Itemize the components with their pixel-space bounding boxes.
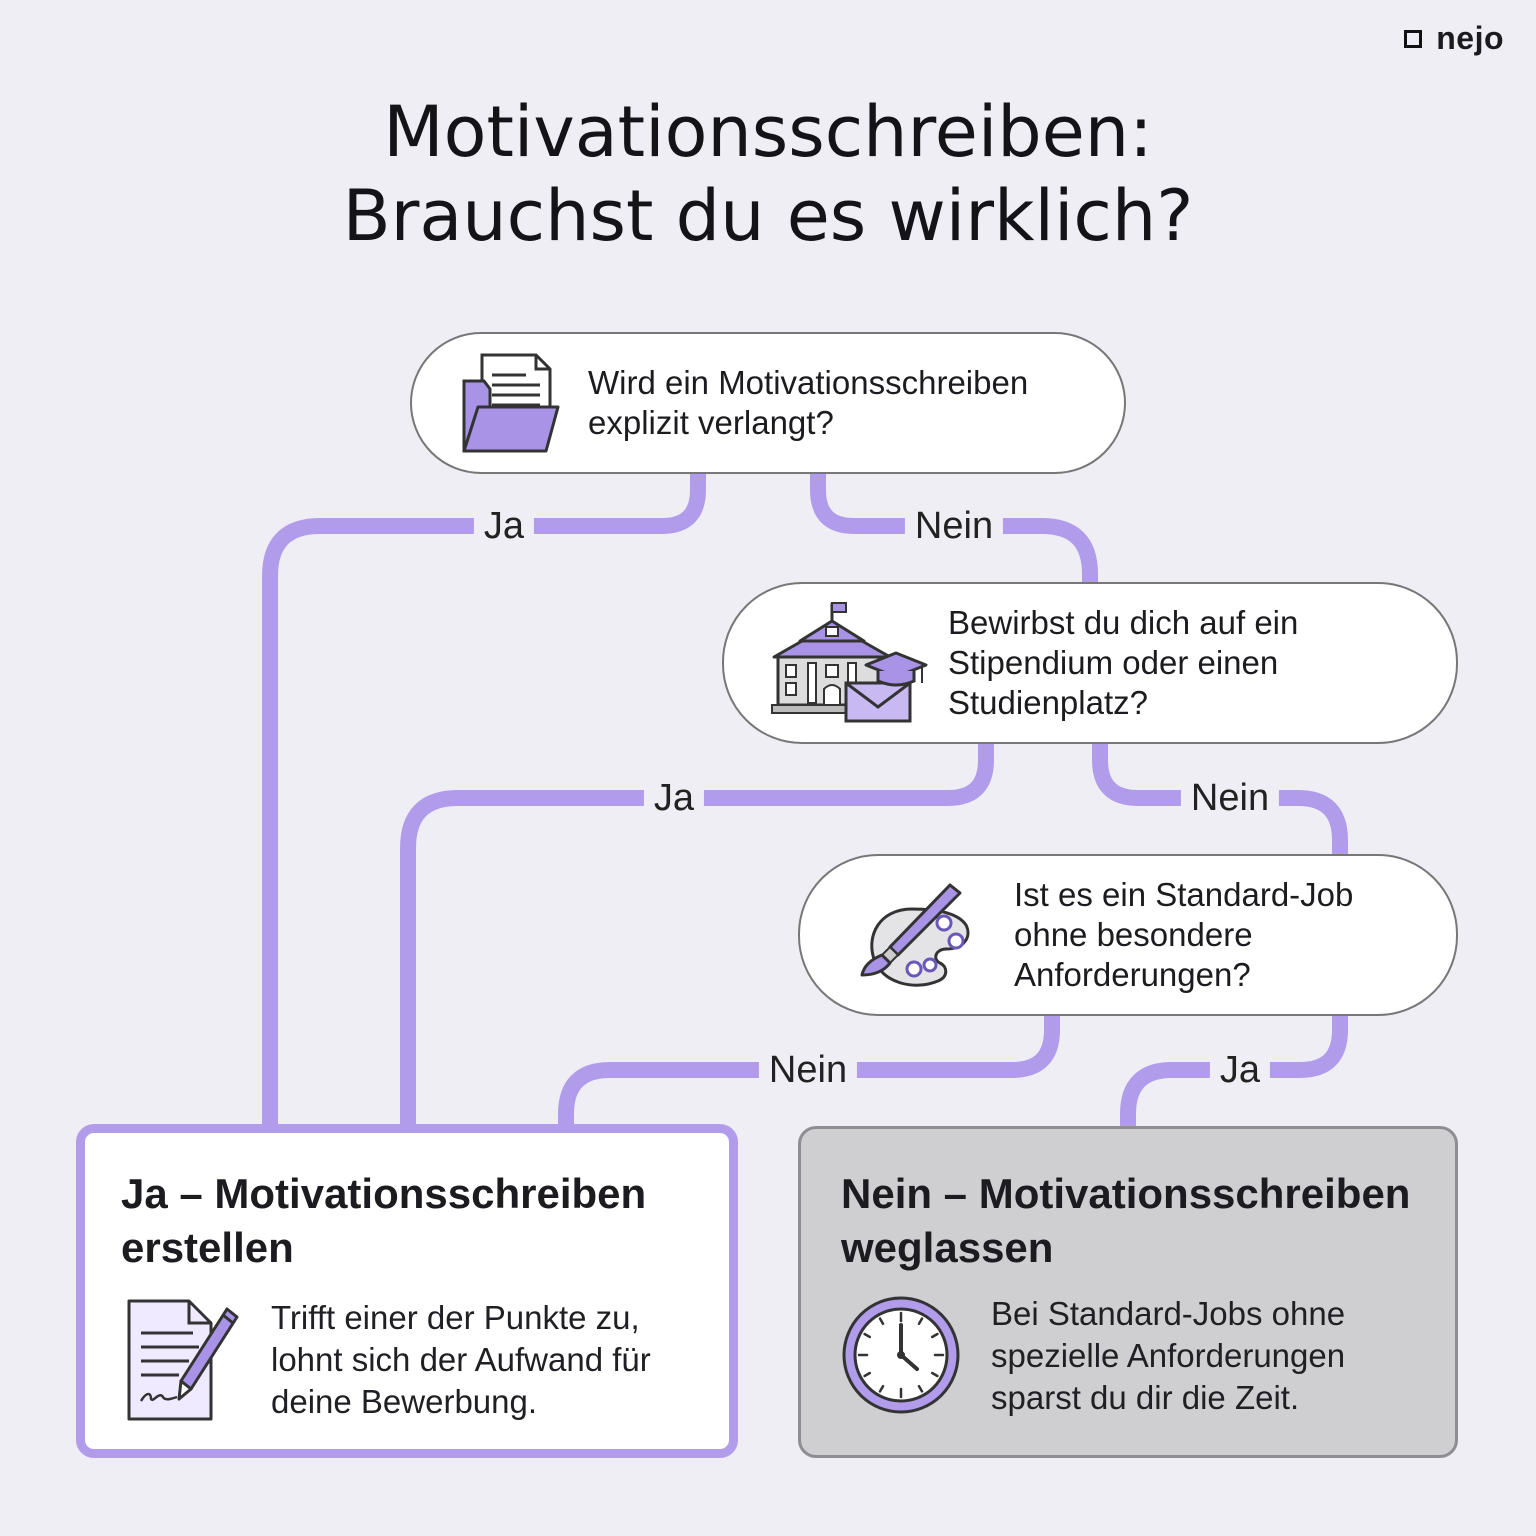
outcome-no-title: [841, 1167, 1410, 1275]
signed-document-pen-icon: [119, 1295, 243, 1423]
title-line-2: Brauchst du es wirklich?: [342, 175, 1194, 257]
paint-palette-brush-icon: [852, 879, 972, 991]
clock-icon: [839, 1293, 963, 1417]
brand-name: nejo: [1436, 20, 1504, 56]
decision-3-line-2: ohne besondere: [1014, 916, 1253, 953]
title-line-1: Motivationsschreiben:: [383, 91, 1153, 173]
outcome-no-text-line-3: sparst du dir die Zeit.: [991, 1379, 1300, 1416]
decision-2-line-2: Stipendium oder einen: [948, 644, 1279, 681]
document-folder-icon: [460, 351, 560, 455]
decision-3-line-1: Ist es ein Standard-Job: [1014, 876, 1354, 913]
outcome-no-title-line-2: weglassen: [841, 1224, 1054, 1271]
edge-label-d2-no: Nein: [1181, 778, 1279, 818]
outcome-no-title-line-1: Nein – Motivationsschreiben: [841, 1170, 1411, 1217]
decision-standard-job: [798, 854, 1458, 1016]
decision-2-line-3: Studienplatz?: [948, 684, 1148, 721]
outcome-no: [798, 1126, 1458, 1458]
outcome-no-text: [991, 1293, 1345, 1419]
outcome-yes-text-line-1: Trifft einer der Punkte zu,: [271, 1299, 640, 1336]
outcome-yes-title: [121, 1167, 646, 1275]
outcome-yes-text: [271, 1297, 651, 1423]
outcome-yes-title-line-2: erstellen: [121, 1224, 294, 1271]
decision-scholarship-or-study: [722, 582, 1458, 744]
decision-3-line-3: Anforderungen?: [1014, 956, 1251, 993]
edge-label-d1-yes: Ja: [474, 506, 534, 546]
decision-1-line-1: Wird ein Motivationsschreiben: [588, 364, 1029, 401]
decision-1-line-2: explizit verlangt?: [588, 404, 834, 441]
decision-3-question: [1014, 875, 1353, 995]
edge-label-d3-yes: Ja: [1210, 1050, 1270, 1090]
outcome-yes-text-line-3: deine Bewerbung.: [271, 1383, 538, 1420]
outcome-yes-title-line-1: Ja – Motivationsschreiben: [121, 1170, 647, 1217]
outcome-yes-text-line-2: lohnt sich der Aufwand für: [271, 1341, 651, 1378]
edge-label-d3-no: Nein: [759, 1050, 857, 1090]
decision-2-question: [948, 603, 1298, 723]
edge-label-d2-yes: Ja: [644, 778, 704, 818]
outcome-no-text-line-1: Bei Standard-Jobs ohne: [991, 1295, 1346, 1332]
outcome-yes: [76, 1124, 738, 1458]
decision-1-question: [588, 363, 1028, 443]
edge-label-d1-no: Nein: [905, 506, 1003, 546]
decision-explicitly-required: [410, 332, 1126, 474]
university-building-envelope-icon: [770, 601, 930, 725]
outcome-no-text-line-2: spezielle Anforderungen: [991, 1337, 1346, 1374]
decision-2-line-1: Bewirbst du dich auf ein: [948, 604, 1299, 641]
